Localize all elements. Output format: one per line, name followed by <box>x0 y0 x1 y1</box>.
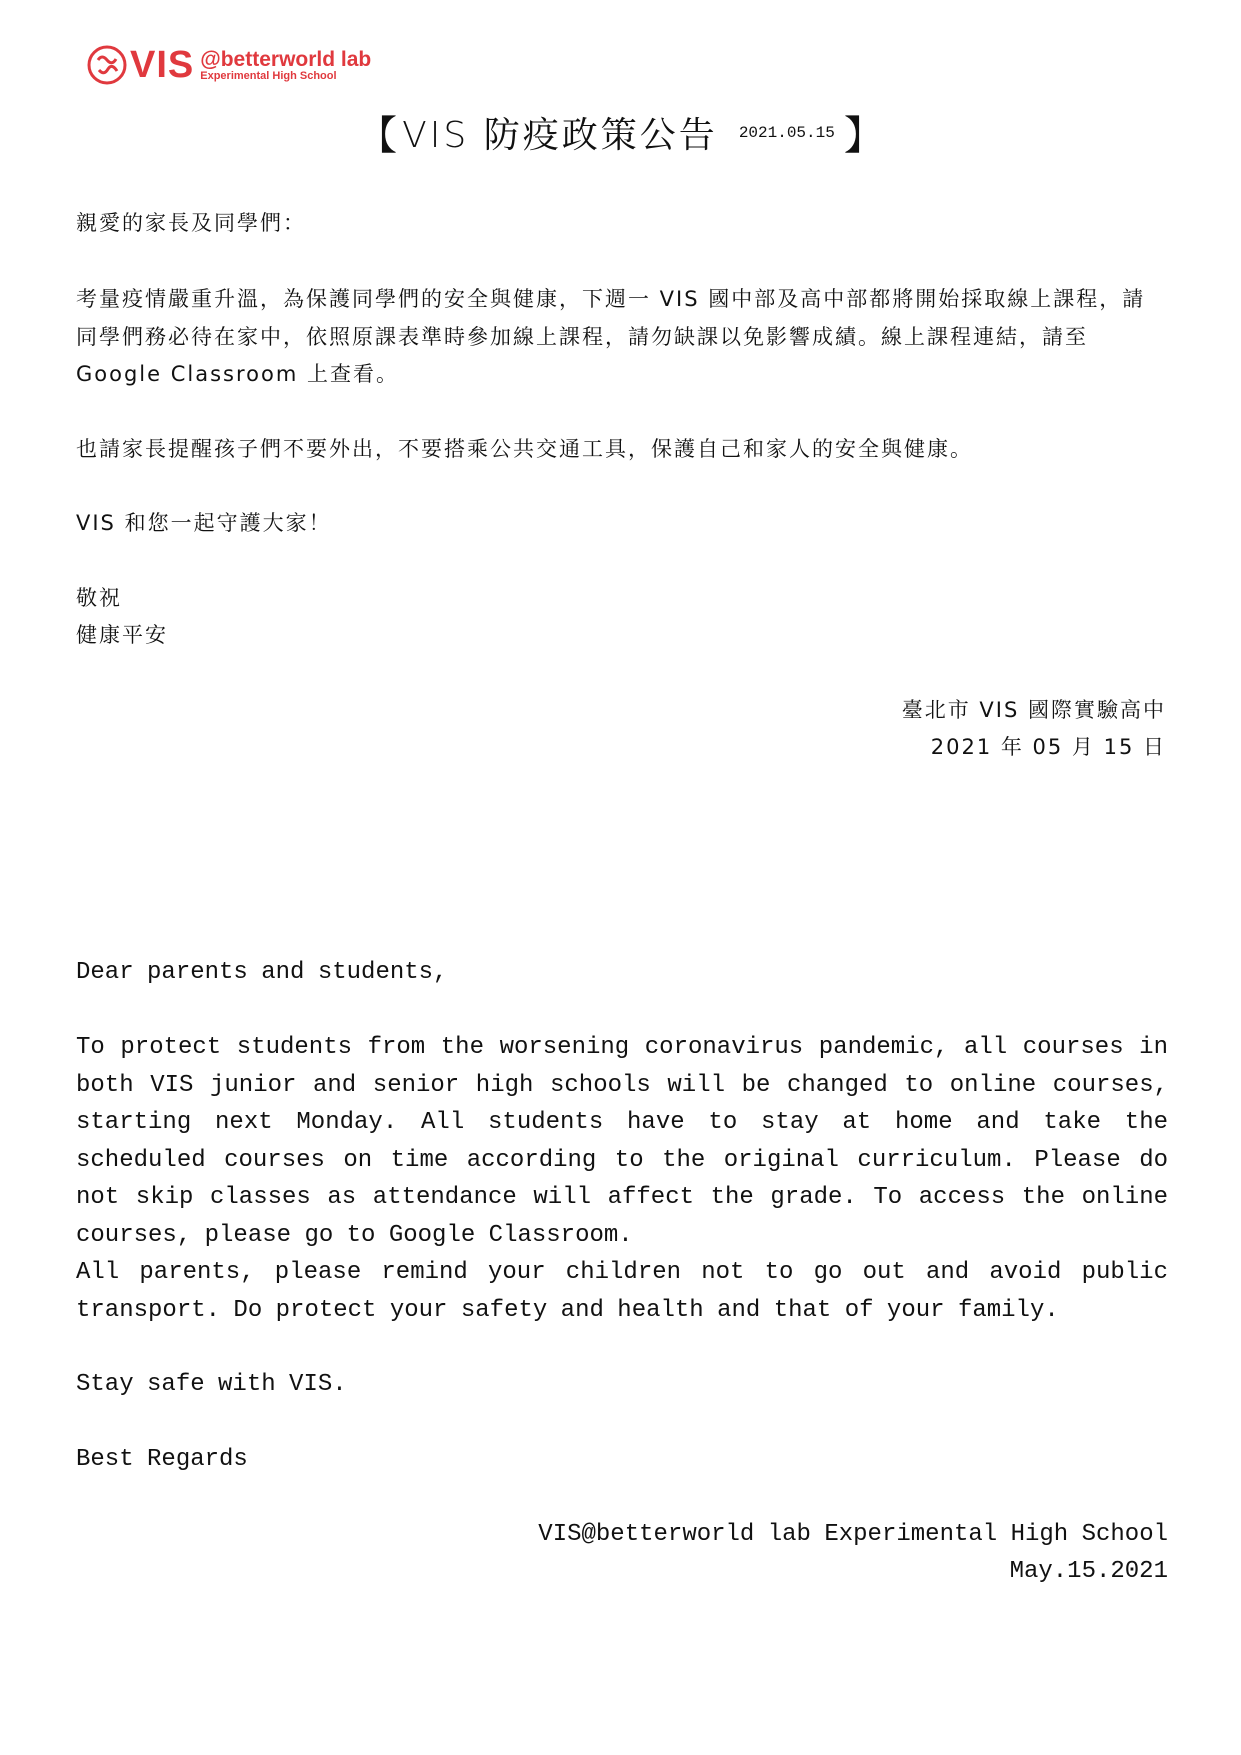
zh-signature-org: 臺北市 VIS 國際實驗高中 <box>901 698 1166 722</box>
title-text: VIS 防疫政策公告 <box>402 115 718 156</box>
zh-signature-date: 2021 年 05 月 15 日 <box>930 735 1166 759</box>
zh-paragraph-3: VIS 和您一起守護大家！ <box>76 511 332 535</box>
title-close-bracket: 】 <box>843 113 884 159</box>
zh-paragraph-1: 考量疫情嚴重升溫，為保護同學們的安全與健康，下週一 VIS 國中部及高中部都將開始採取線上課程，請同學們務必待在家中，依照原課表準時參加線上課程，請勿缺課以免影響成績。線上課程連結，請至 Google Classroom 上查看。 <box>76 287 1146 386</box>
zh-closing-2: 健康平安 <box>76 623 168 647</box>
page-title <box>0 104 1241 161</box>
en-greeting: Dear parents and students, <box>76 959 448 986</box>
vis-emblem-icon <box>86 44 128 86</box>
en-signature-org: VIS@betterworld lab Experimental High School <box>538 1521 1168 1548</box>
logo-brand: VIS <box>130 44 195 86</box>
en-paragraph-2: All parents, please remind your children not to go out and avoid public transport. Do protect your safety and health and that of your family. <box>76 1259 1168 1324</box>
zh-greeting: 親愛的家長及同學們： <box>76 211 306 235</box>
en-closing: Best Regards <box>76 1446 248 1473</box>
title-open-bracket: 【 <box>357 113 398 159</box>
logo-subtitle <box>200 49 371 82</box>
en-paragraph-1: To protect students from the worsening coronavirus pandemic, all courses in both VIS junior and senior high schools will be changed to online courses, starting next Monday. All students have to stay at home and take the scheduled courses on time according to the original curriculum. Please do not skip classes as attendance will affect the grade. To access the online courses, please go to Google Classroom. <box>76 1034 1168 1249</box>
en-signature-date: May.15.2021 <box>1009 1558 1168 1585</box>
title-date: 2021.05.15 <box>738 123 835 142</box>
zh-paragraph-2: 也請家長提醒孩子們不要外出，不要搭乘公共交通工具，保護自己和家人的安全與健康。 <box>76 437 973 461</box>
logo-subtitle-line2: Experimental High School <box>200 69 337 82</box>
en-paragraph-3: Stay safe with VIS. <box>76 1371 347 1398</box>
school-logo <box>86 44 371 86</box>
logo-subtitle-line1: @betterworld lab <box>200 47 372 71</box>
zh-closing-1: 敬祝 <box>76 586 122 610</box>
